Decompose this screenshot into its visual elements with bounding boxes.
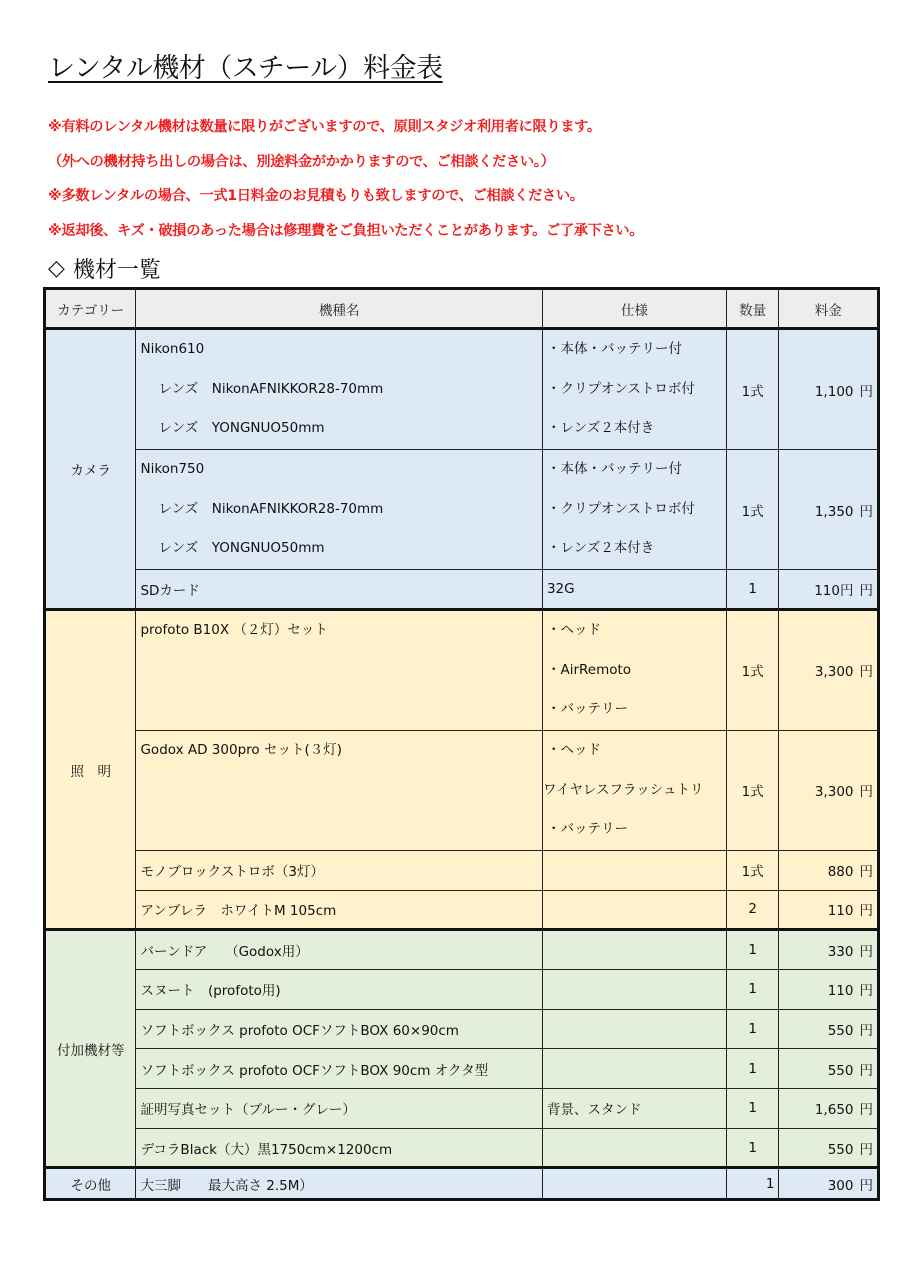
item-name: バーンドア （Godox用） (136, 930, 542, 970)
item-name-line: profoto B10X （２灯）セット (140, 621, 328, 638)
item-spec (542, 890, 726, 930)
header-name: 機種名 (136, 289, 542, 329)
currency-label: 円 (859, 944, 873, 961)
price-value: 550 (827, 1141, 854, 1158)
item-name-line: Nikon750 (140, 461, 205, 478)
item-name (136, 609, 542, 730)
currency-label: 円 (859, 983, 873, 1000)
table-row (45, 850, 879, 890)
item-spec (542, 1049, 726, 1089)
currency-label: 円 (859, 1102, 873, 1119)
table-row (45, 1049, 879, 1089)
item-qty: 1 (726, 1128, 779, 1168)
notice-line: （外への機材持ち出しの場合は、別途料金がかかりますので、ご相談ください。） (48, 153, 555, 170)
table-row (45, 1009, 879, 1049)
diamond-icon: ◇ (48, 255, 65, 281)
currency-label: 円 (859, 1062, 873, 1079)
table-header-row (45, 289, 879, 329)
item-name (136, 450, 542, 570)
price-value: 1,100 (814, 383, 854, 400)
table-row (45, 609, 879, 730)
item-name: SDカード (136, 570, 542, 610)
item-price (779, 570, 879, 610)
item-price (779, 1009, 879, 1049)
price-value: 110 (827, 983, 854, 1000)
item-name-line: レンズ NikonAFNIKKOR28-70mm (158, 380, 384, 397)
price-value: 1,350 (814, 503, 854, 520)
item-price (779, 730, 879, 850)
category-accessory: 付加機材等 (45, 930, 136, 1168)
notice-line: ※多数レンタルの場合、一式1日料金のお見積もりも致しますので、ご相談ください。 (48, 188, 584, 204)
item-name-line: Nikon610 (140, 341, 205, 357)
price-value: 110円 (814, 582, 854, 599)
category-other: その他 (45, 1168, 136, 1200)
notice-list (48, 116, 643, 254)
notice-line: ※有料のレンタル機材は数量に限りがございますので、原則スタジオ利用者に限ります。 (48, 119, 601, 135)
currency-label: 円 (859, 582, 873, 599)
category-camera: カメラ (45, 329, 136, 610)
item-qty: 1 (726, 1168, 779, 1200)
item-name-line: レンズ NikonAFNIKKOR28-70mm (158, 500, 384, 517)
item-qty: 1 (726, 1049, 779, 1089)
item-price (779, 850, 879, 890)
item-price (779, 970, 879, 1010)
item-price (779, 1168, 879, 1200)
table-row (45, 1128, 879, 1168)
item-name-line: レンズ YONGNUO50mm (158, 540, 325, 557)
item-name-line: Godox AD 300pro セット(３灯) (140, 741, 342, 758)
currency-label: 円 (859, 1023, 873, 1040)
item-name: 大三脚 最大高さ 2.5M） (136, 1168, 542, 1200)
item-price (779, 329, 879, 450)
item-name (136, 329, 542, 450)
item-price (779, 1128, 879, 1168)
header-spec: 仕様 (542, 289, 726, 329)
item-spec-line: ・AirRemoto (546, 661, 632, 678)
item-name: ソフトボックス profoto OCFソフトBOX 90cm オクタ型 (136, 1049, 542, 1089)
table-row (45, 970, 879, 1010)
item-spec-line: ・ヘッド (546, 621, 601, 638)
notice-line: ※返却後、キズ・破損のあった場合は修理費をご負担いただくことがあります。ご了承下さい。 (48, 222, 644, 239)
item-qty: 2 (726, 890, 779, 930)
item-price (779, 1089, 879, 1129)
item-spec-line: ・本体・バッテリー付 (546, 341, 682, 357)
price-value: 550 (827, 1062, 854, 1079)
table-row (45, 450, 879, 570)
item-spec (542, 329, 726, 450)
item-name (136, 730, 542, 850)
item-spec-line: ・レンズ２本付き (546, 420, 655, 437)
item-name: アンブレラ ホワイトM 105cm (136, 890, 542, 930)
item-spec (542, 730, 726, 850)
table-row (45, 570, 879, 610)
item-spec (542, 609, 726, 730)
item-qty: 1式 (726, 609, 779, 730)
currency-label: 円 (859, 864, 873, 881)
item-qty: 1 (726, 970, 779, 1010)
price-value: 3,300 (814, 784, 854, 801)
item-price (779, 609, 879, 730)
table-row (45, 890, 879, 930)
item-qty: 1式 (726, 329, 779, 450)
item-spec (542, 1168, 726, 1200)
item-spec-line: ・レンズ２本付き (546, 540, 655, 557)
currency-label: 円 (859, 1177, 873, 1194)
item-spec (542, 850, 726, 890)
item-spec (542, 450, 726, 570)
table-row (45, 1089, 879, 1129)
price-value: 300 (827, 1177, 854, 1194)
currency-label: 円 (859, 383, 873, 400)
currency-label: 円 (859, 664, 873, 681)
item-spec-line: ・クリプオンストロボ付 (546, 500, 695, 517)
item-qty: 1式 (726, 850, 779, 890)
price-value: 550 (827, 1023, 854, 1040)
header-qty: 数量 (726, 289, 779, 329)
item-spec (542, 970, 726, 1010)
table-row (45, 1168, 879, 1200)
currency-label: 円 (859, 903, 873, 920)
item-spec-line: ワイヤレスフラッシュトリ (542, 781, 704, 798)
item-name: モノブロックストロボ（3灯） (136, 850, 542, 890)
price-value: 330 (827, 944, 854, 961)
item-name: デコラBlack（大）黒1750cm×1200cm (136, 1128, 542, 1168)
price-value: 1,650 (814, 1102, 854, 1119)
item-spec-line: ・バッテリー (546, 701, 628, 718)
item-spec (542, 1009, 726, 1049)
price-value: 3,300 (814, 664, 854, 681)
item-qty: 1式 (726, 730, 779, 850)
item-qty: 1 (726, 930, 779, 970)
table-row (45, 329, 879, 450)
page-title: レンタル機材（スチール）料金表 (48, 53, 443, 84)
category-lighting: 照 明 (45, 609, 136, 930)
price-value: 110 (827, 903, 854, 920)
item-qty: 1 (726, 1089, 779, 1129)
item-spec: 背景、スタンド (542, 1089, 726, 1129)
item-name: スヌート (profoto用) (136, 970, 542, 1010)
table-row (45, 930, 879, 970)
item-spec-line: ・本体・バッテリー付 (546, 461, 682, 478)
item-name-line: レンズ YONGNUO50mm (158, 420, 325, 437)
item-name: 証明写真セット（ブルー・グレー） (136, 1089, 542, 1129)
currency-label: 円 (859, 784, 873, 801)
item-price (779, 930, 879, 970)
item-price (779, 450, 879, 570)
item-spec (542, 930, 726, 970)
currency-label: 円 (859, 503, 873, 520)
item-spec-line: ・クリプオンストロボ付 (546, 380, 695, 397)
item-name: ソフトボックス profoto OCFソフトBOX 60×90cm (136, 1009, 542, 1049)
item-price (779, 1049, 879, 1089)
item-price (779, 890, 879, 930)
item-qty: 1 (726, 570, 779, 610)
item-qty: 1 (726, 1009, 779, 1049)
section-heading (48, 253, 161, 284)
item-qty: 1式 (726, 450, 779, 570)
equipment-table (43, 287, 880, 1201)
item-spec-line: ・バッテリー (546, 821, 628, 838)
header-price: 料金 (779, 289, 879, 329)
item-spec (542, 1128, 726, 1168)
table-row (45, 730, 879, 850)
item-spec: 32G (542, 570, 726, 610)
price-value: 880 (827, 864, 854, 881)
item-spec-line: ・ヘッド (546, 741, 601, 758)
currency-label: 円 (859, 1141, 873, 1158)
header-category: カテゴリー (45, 289, 136, 329)
section-heading-label: 機材一覧 (72, 258, 161, 283)
